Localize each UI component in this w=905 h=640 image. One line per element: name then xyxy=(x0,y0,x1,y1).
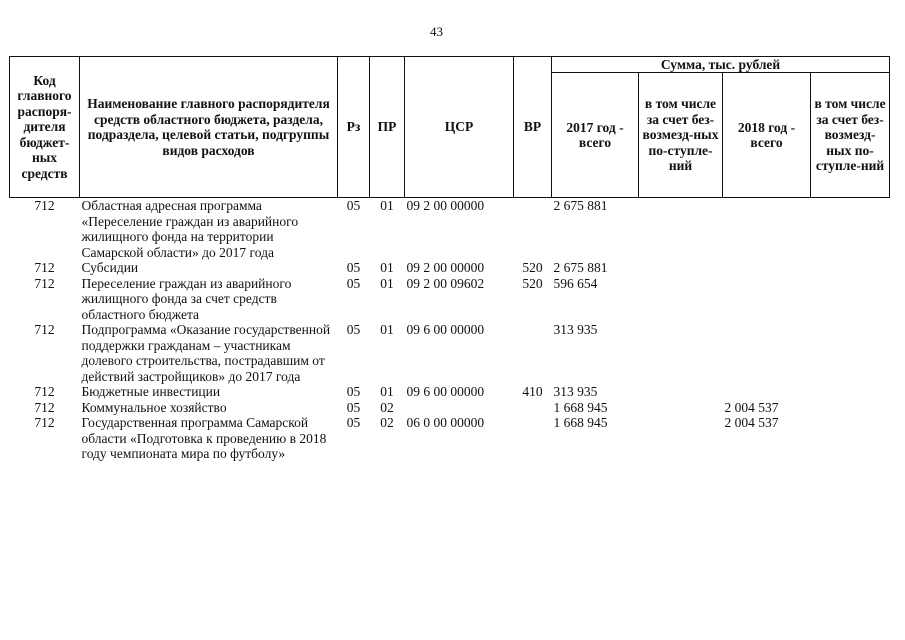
cell-pr: 01 xyxy=(380,260,394,275)
cell-sum-2018-grants xyxy=(811,400,890,416)
cell-rz: 05 xyxy=(346,322,361,337)
header-rz: Рз xyxy=(338,57,370,198)
cell-sum-2017-grants xyxy=(639,415,723,462)
cell-code: 712 xyxy=(34,322,55,337)
cell-sum-2018 xyxy=(723,276,811,323)
header-code: Код главного распоря-дителя бюджет-ных средств xyxy=(10,57,80,198)
table-body xyxy=(10,198,890,462)
table-row xyxy=(10,415,890,462)
header-sum-2018: 2018 год - всего xyxy=(723,73,811,198)
cell-sum-2018 xyxy=(723,384,811,400)
cell-pr: 01 xyxy=(380,384,394,399)
cell-sum-2017: 1 668 945 xyxy=(553,399,608,415)
cell-sum-2018 xyxy=(723,322,811,384)
cell-name: Областная адресная программа «Переселение граждан из аварийного жилищного фонда на территории Самарской области» до 2017 года xyxy=(81,198,299,260)
cell-vr xyxy=(514,322,552,384)
cell-sum-2018-grants xyxy=(811,276,890,323)
cell-vr: 520 xyxy=(522,275,543,291)
cell-vr xyxy=(514,400,552,416)
cell-sum-2018: 2 004 537 xyxy=(724,399,779,415)
cell-code: 712 xyxy=(34,399,55,415)
cell-name: Коммунальное хозяйство xyxy=(81,399,227,415)
cell-sum-2018-grants xyxy=(811,260,890,276)
cell-name: Государственная программа Самарской области «Подготовка к проведению в 2018 году чемпионата мира по футболу» xyxy=(81,415,327,461)
cell-name: Субсидии xyxy=(81,260,139,275)
cell-rz: 05 xyxy=(346,399,361,415)
cell-sum-2018-grants xyxy=(811,198,890,261)
cell-pr: 01 xyxy=(380,275,394,291)
cell-sum-2017-grants xyxy=(639,198,723,261)
cell-sum-2017: 1 668 945 xyxy=(553,415,608,430)
cell-sum-2018 xyxy=(723,198,811,261)
header-name: Наименование главного распорядителя средств областного бюджета, раздела, подраздела, целевой статьи, подгруппы видов расходов xyxy=(80,57,338,198)
cell-sum-2017-grants xyxy=(639,322,723,384)
header-csr: ЦСР xyxy=(405,57,514,198)
table-row xyxy=(10,384,890,400)
cell-code: 712 xyxy=(34,415,55,430)
cell-csr: 09 2 00 09602 xyxy=(406,275,485,291)
cell-sum-2017-grants xyxy=(639,276,723,323)
cell-rz: 05 xyxy=(346,384,361,399)
cell-sum-2017-grants xyxy=(639,384,723,400)
header-sum-2018-grants: в том числе за счет без-возмезд-ных по-ступле-ний xyxy=(811,73,890,198)
cell-pr: 02 xyxy=(380,399,394,415)
cell-pr: 01 xyxy=(380,198,394,213)
cell-sum-2018-grants xyxy=(811,384,890,400)
cell-sum-2018-grants xyxy=(811,322,890,384)
cell-csr: 06 0 00 00000 xyxy=(406,415,485,430)
cell-sum-2017: 313 935 xyxy=(553,384,598,399)
cell-rz: 05 xyxy=(346,198,361,213)
table-header xyxy=(10,57,890,198)
cell-vr: 410 xyxy=(522,384,543,399)
budget-table xyxy=(9,56,890,462)
cell-pr: 01 xyxy=(380,322,394,337)
cell-sum-2018 xyxy=(723,260,811,276)
cell-pr: 02 xyxy=(380,415,394,430)
cell-sum-2017: 2 675 881 xyxy=(553,198,608,213)
cell-rz: 05 xyxy=(346,275,361,291)
table-row xyxy=(10,322,890,384)
cell-rz: 05 xyxy=(346,415,361,430)
cell-sum-2017-grants xyxy=(639,260,723,276)
cell-sum-2017: 313 935 xyxy=(553,322,598,337)
header-pr: ПР xyxy=(370,57,405,198)
cell-csr: 09 6 00 00000 xyxy=(406,384,485,399)
cell-vr xyxy=(514,198,552,261)
header-sum-2017-grants: в том числе за счет без-возмезд-ных по-ступле-ний xyxy=(639,73,723,198)
cell-code: 712 xyxy=(34,384,55,399)
cell-code: 712 xyxy=(34,198,55,213)
header-sum: Сумма, тыс. рублей xyxy=(552,57,890,73)
cell-name: Подпрограмма «Оказание государственной поддержки гражданам – участникам долевого строительства, пострадавшим от действий застройщиков» до 2017 года xyxy=(81,322,331,384)
cell-vr xyxy=(514,415,552,462)
cell-sum-2017: 596 654 xyxy=(553,275,598,291)
cell-code: 712 xyxy=(34,275,55,291)
cell-sum-2018: 2 004 537 xyxy=(724,415,779,430)
table-row xyxy=(10,400,890,416)
header-vr: ВР xyxy=(514,57,552,198)
header-sum-2017: 2017 год - всего xyxy=(552,73,639,198)
cell-code: 712 xyxy=(34,260,55,275)
cell-sum-2017: 2 675 881 xyxy=(553,260,608,275)
table-row xyxy=(10,260,890,276)
cell-csr: 09 2 00 00000 xyxy=(406,198,485,213)
cell-name: Бюджетные инвестиции xyxy=(81,384,221,399)
cell-name: Переселение граждан из аварийного жилищного фонда за счет средств областного бюджета xyxy=(81,275,292,322)
cell-csr: 09 2 00 00000 xyxy=(406,260,485,275)
page-number: 43 xyxy=(430,24,443,39)
table-row xyxy=(10,198,890,261)
cell-sum-2017-grants xyxy=(639,400,723,416)
cell-sum-2018-grants xyxy=(811,415,890,462)
table-row xyxy=(10,276,890,323)
cell-csr xyxy=(405,400,514,416)
cell-rz: 05 xyxy=(346,260,361,275)
cell-vr: 520 xyxy=(522,260,543,275)
cell-csr: 09 6 00 00000 xyxy=(406,322,485,337)
